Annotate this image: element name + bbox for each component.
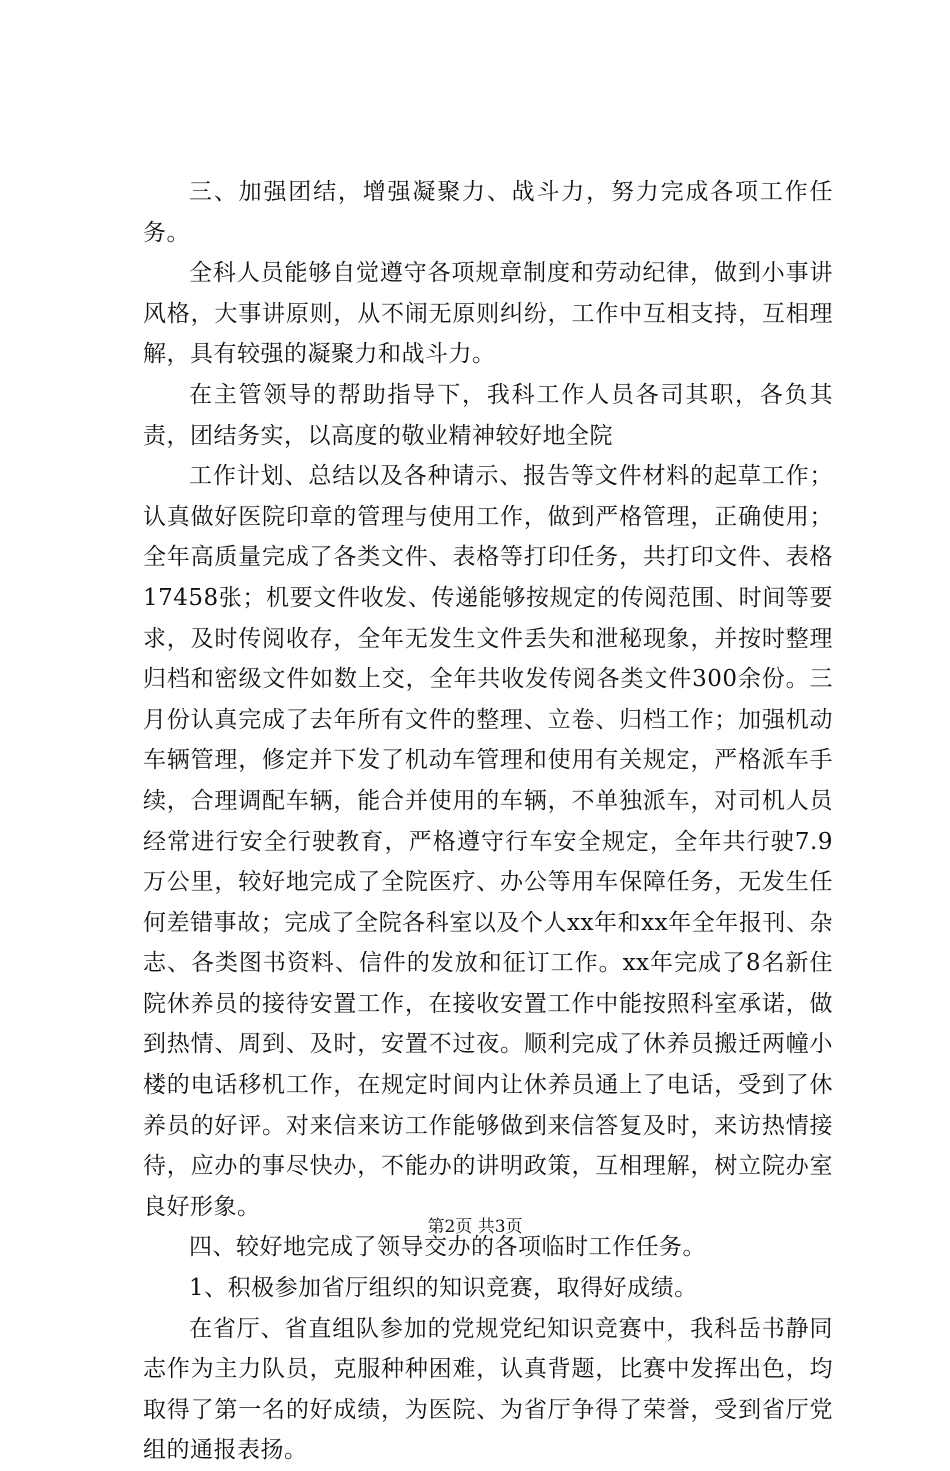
paragraph-knowledge-contest: 在省厅、省直组队参加的党规党纪知识竞赛中，我科岳书静同志作为主力队员，克服种种困难，认真背题，比赛中发挥出色，均取得了第一名的好成绩，为医院、为省厅争得了荣誉，受到省厅党组的通报表扬。 — [143, 1315, 833, 1464]
page-footer: 第2页 共3页 — [427, 1217, 523, 1237]
paragraph-subsection-one-heading: 1、积极参加省厅组织的知识竞赛，取得好成绩。 — [189, 1275, 698, 1302]
paragraph-leadership-guidance: 在主管领导的帮助指导下，我科工作人员各司其职，各负其责，团结务实，以高度的敬业精神较好地全院 — [143, 381, 833, 449]
paragraph-section-four-heading: 四、较好地完成了领导交办的各项临时工作任务。 — [189, 1234, 706, 1261]
paragraph-work-details: 工作计划、总结以及各种请示、报告等文件材料的起草工作；认真做好医院印章的管理与使用工作，做到严格管理，正确使用；全年高质量完成了各类文件、表格等打印任务，共打印文件、表格17458张；机要文件收发、传递能够按规定的传阅范围、时间等要求，及时传阅收存，全年无发生文件丢失和泄秘现象，并按时整理归档和密级文件如数上交，全年共收发传阅各类文件300余份。三月份认真完成了去年所有文件的整理、立卷、归档工作；加强机动车辆管理，修定并下发了机动车管理和使用有关规定，严格派车手续，合理调配车辆，能合并使用的车辆，不单独派车，对司机人员经常进行安全行驶教育，严格遵守行车安全规定，全年共行驶7.9万公里，较好地完成了全院医疗、办公等用车保障任务，无发生任何差错事故；完成了全院各科室以及个人xx年和xx年全年报刊、杂志、各类图书资料、信件的发放和征订工作。xx年完成了8名新住院休养员的接待安置工作，在接收安置工作中能按照科室承诺，做到热情、周到、及时，安置不过夜。顺利完成了休养员搬迁两幢小楼的电话移机工作，在规定时间内让休养员通上了电话，受到了休养员的好评。对来信来访工作能够做到来信答复及时，来访热情接待，应办的事尽快办，不能办的讲明政策，互相理解，树立院办室良好形象。 — [143, 463, 833, 1220]
paragraph-section-three-heading: 三、加强团结，增强凝聚力、战斗力，努力完成各项工作任务。 — [143, 179, 833, 246]
paragraph-team-discipline: 全科人员能够自觉遵守各项规章制度和劳动纪律，做到小事讲风格，大事讲原则，从不闹无原则纠纷，工作中互相支持，互相理解，具有较强的凝聚力和战斗力。 — [143, 260, 833, 368]
document-body — [143, 172, 833, 1471]
